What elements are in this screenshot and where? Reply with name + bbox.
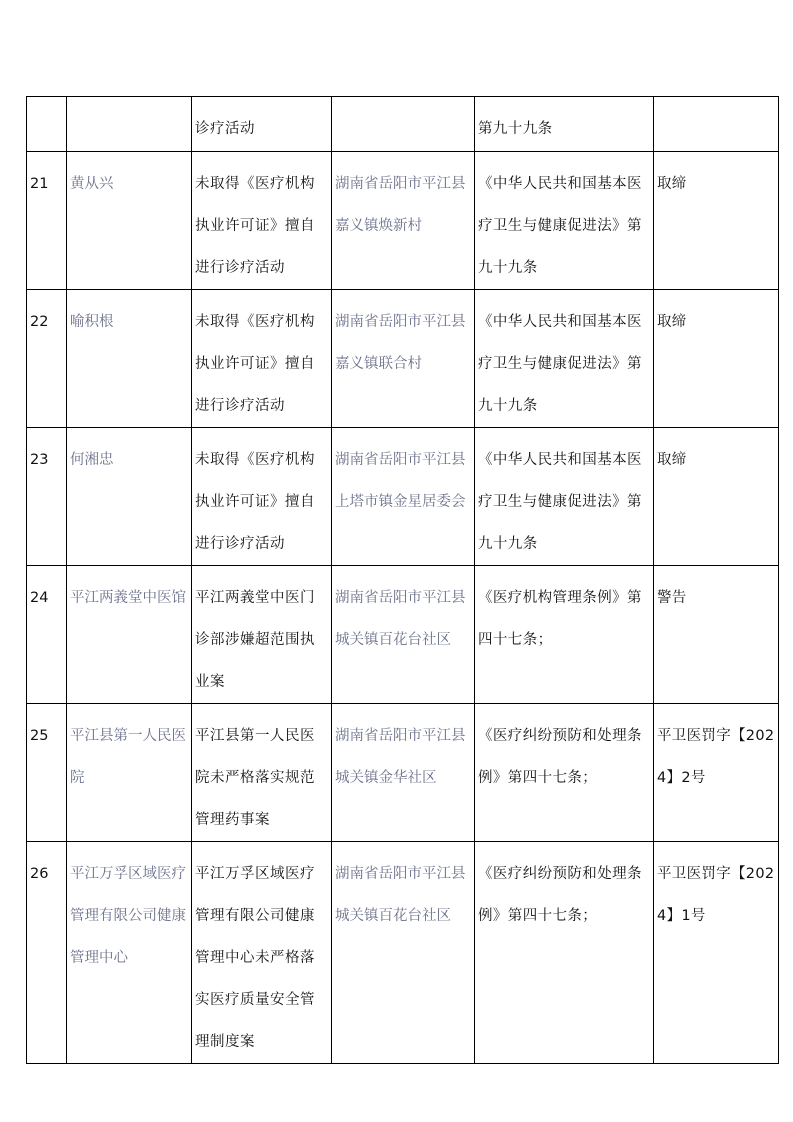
legal-basis: 第九十九条	[475, 97, 654, 152]
row-number: 21	[27, 152, 67, 290]
penalty-table	[26, 96, 779, 1064]
party-address: 湖南省岳阳市平江县嘉义镇联合村	[332, 290, 475, 428]
party-name: 平江县第一人民医院	[67, 704, 192, 842]
case-description: 诊疗活动	[192, 97, 332, 152]
legal-basis: 《中华人民共和国基本医疗卫生与健康促进法》第九十九条	[475, 290, 654, 428]
table-row	[27, 97, 779, 152]
case-description: 平江两義堂中医门诊部涉嫌超范围执业案	[192, 566, 332, 704]
case-description: 未取得《医疗机构执业许可证》擅自进行诊疗活动	[192, 290, 332, 428]
case-description: 未取得《医疗机构执业许可证》擅自进行诊疗活动	[192, 152, 332, 290]
penalty-result: 平卫医罚字【2024】1号	[654, 842, 779, 1064]
party-name: 平江万孚区域医疗管理有限公司健康管理中心	[67, 842, 192, 1064]
legal-basis: 《医疗纠纷预防和处理条例》第四十七条；	[475, 704, 654, 842]
party-address: 湖南省岳阳市平江县城关镇百花台社区	[332, 842, 475, 1064]
table-row	[27, 704, 779, 842]
row-number: 25	[27, 704, 67, 842]
penalty-result: 警告	[654, 566, 779, 704]
row-number: 23	[27, 428, 67, 566]
table-row	[27, 566, 779, 704]
party-name	[67, 97, 192, 152]
row-number: 22	[27, 290, 67, 428]
party-address: 湖南省岳阳市平江县上塔市镇金星居委会	[332, 428, 475, 566]
penalty-result	[654, 97, 779, 152]
legal-basis: 《医疗纠纷预防和处理条例》第四十七条；	[475, 842, 654, 1064]
legal-basis: 《医疗机构管理条例》第四十七条；	[475, 566, 654, 704]
penalty-result: 平卫医罚字【2024】2号	[654, 704, 779, 842]
party-address: 湖南省岳阳市平江县城关镇百花台社区	[332, 566, 475, 704]
penalty-result: 取缔	[654, 290, 779, 428]
legal-basis: 《中华人民共和国基本医疗卫生与健康促进法》第九十九条	[475, 428, 654, 566]
penalty-result: 取缔	[654, 428, 779, 566]
penalty-result: 取缔	[654, 152, 779, 290]
table-row	[27, 290, 779, 428]
case-description: 平江万孚区域医疗管理有限公司健康管理中心未严格落实医疗质量安全管理制度案	[192, 842, 332, 1064]
party-address: 湖南省岳阳市平江县嘉义镇焕新村	[332, 152, 475, 290]
table-row	[27, 842, 779, 1064]
party-address	[332, 97, 475, 152]
row-number: 26	[27, 842, 67, 1064]
party-name: 平江两義堂中医馆	[67, 566, 192, 704]
case-description: 未取得《医疗机构执业许可证》擅自进行诊疗活动	[192, 428, 332, 566]
party-name: 喻积根	[67, 290, 192, 428]
party-address: 湖南省岳阳市平江县城关镇金华社区	[332, 704, 475, 842]
legal-basis: 《中华人民共和国基本医疗卫生与健康促进法》第九十九条	[475, 152, 654, 290]
party-name: 何湘忠	[67, 428, 192, 566]
case-description: 平江县第一人民医院未严格落实规范管理药事案	[192, 704, 332, 842]
party-name: 黄从兴	[67, 152, 192, 290]
table-row	[27, 428, 779, 566]
row-number: 24	[27, 566, 67, 704]
table-row	[27, 152, 779, 290]
row-number	[27, 97, 67, 152]
